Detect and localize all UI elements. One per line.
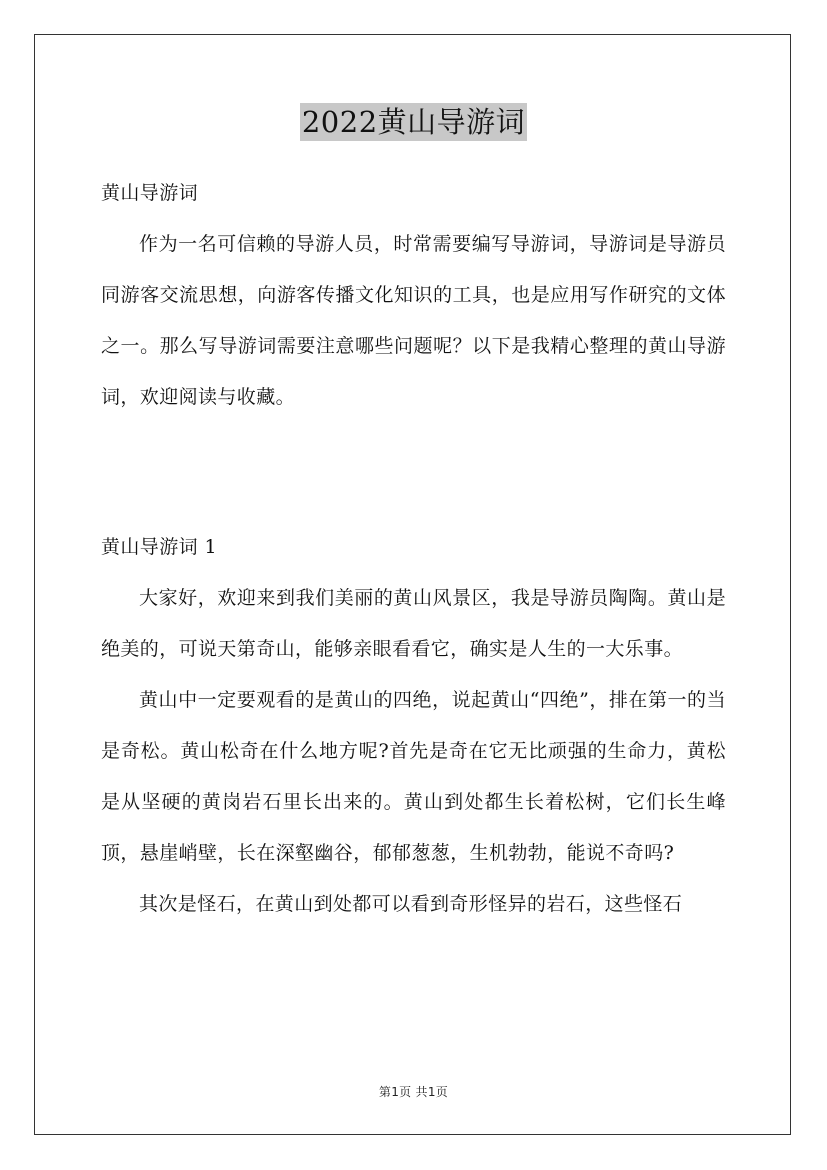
title-container (0, 103, 827, 141)
body-paragraph: 黄山中一定要观看的是黄山的四绝，说起黄山“四绝”，排在第一的当是奇松。黄山松奇在什么地方呢?首先是奇在它无比顽强的生命力，黄松是从坚硬的黄岗岩石里长出来的。黄山到处都生长着松树，它们长生峰顶，悬崖峭壁，长在深壑幽谷，郁郁葱葱，生机勃勃，能说不奇吗? (101, 689, 726, 864)
page-footer: 第1页 共1页 (378, 1085, 449, 1099)
intro-heading: 黄山导游词 (101, 182, 199, 204)
intro-paragraph: 作为一名可信赖的导游人员，时常需要编写导游词，导游词是导游员同游客交流思想，向游客传播文化知识的工具，也是应用写作研究的文体之一。那么写导游词需要注意哪些问题呢？以下是我精心整理的黄山导游词，欢迎阅读与收藏。 (101, 233, 726, 408)
section-gap (101, 423, 726, 522)
section-heading: 黄山导游词 1 (101, 536, 217, 558)
body-paragraph: 大家好，欢迎来到我们美丽的黄山风景区，我是导游员陶陶。黄山是绝美的，可说天第奇山，能够亲眼看看它，确实是人生的一大乐事。 (101, 587, 726, 660)
body-paragraph: 其次是怪石，在黄山到处都可以看到奇形怪异的岩石，这些怪石 (139, 893, 683, 915)
document-title: 2022黄山导游词 (301, 105, 526, 139)
document-body (101, 168, 726, 930)
